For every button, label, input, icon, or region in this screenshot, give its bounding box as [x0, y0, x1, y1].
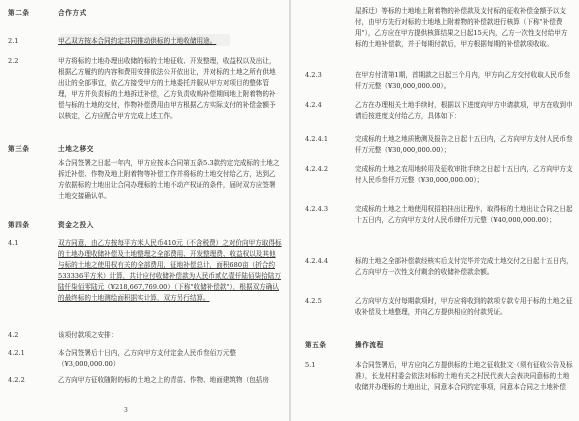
page-number: 3: [124, 407, 128, 414]
clause-4-2-number: 4.2: [8, 331, 19, 339]
clause-2-1-text: 甲乙双方按本合同约定共同推动供标的土地收储用途。: [58, 37, 217, 45]
clause-4-2-5-number: 4.2.5: [305, 297, 322, 305]
clause-4-2-3-number: 4.2.3: [305, 71, 322, 79]
clause-4-2-3-text: 在甲方付清第1期，首期款之日起三个月内，甲方向乙方交付收取人民币叁仟万元整（¥30,000,000.00）。: [355, 71, 571, 90]
clause-4-2-4-2-number: 4.2.4.2: [305, 165, 329, 173]
clause-4-2-4-3-text: 完成标的土地之土地使用权招拍挂出让程序，取得标的土地出让合同之日起十五日内，乙方向甲方支付人民币肆仟万元整（¥40,000,000.00）；: [355, 205, 573, 224]
clause-4-2-text: 该项付款项之安排：: [58, 331, 118, 339]
section-5-number: 第五条: [305, 341, 327, 349]
section-4-number: 第四条: [8, 221, 30, 229]
clause-4-1-text: 双方同意，由乙方按每平方米人民币410元（不含税费）之对价向甲方取得标的土地办理收储补偿及土地整理之全部费用、开发整理费、收益权以及其他与标的土地之使用权有关的全部费用，征地补偿总计，面积680亩（折合约 533336平方米）计算，共计应付收储补偿款为人民币贰亿壹仟陆佰柒拾陆万陆仟柒佰零陆元（¥218,667,769.00）（下称"收储补偿款"），根据双方确认的最终标的土地测绘面积据实计算，双方另行结算。: [58, 239, 282, 302]
section-2-title: 合作方式: [58, 9, 87, 17]
clause-2-2-text: 甲方将标的土地办理出收储的标的土地征收、开发整理，收益权以及出让，根据乙方履约的内容和费用安排依法公开依出让，并对标的土地之所有供地出让的全部事宜，依乙方接受甲方的土地委托并服从甲方对项目的整体管理，甲方并负责标的土地拆迁补偿，乙方负责收购补偿期间地上附着物的补偿与标的土地的交付，作物补偿费用由甲方根据乙方实际支付的补偿金额予以核定，乙方应配合甲方完成上述工作。: [58, 57, 276, 120]
left-document-page: [0, 0, 289, 421]
clause-4-2-4-2-text: 完成标的土地之农用地转用及征收审批手续之日起十五日内，乙方向甲方支付人民币叁仟万元整（¥30,000,000.00）；: [355, 165, 573, 184]
clause-4-2-4-number: 4.2.4: [305, 101, 322, 109]
clause-4-2-1-number: 4.2.1: [8, 349, 25, 357]
clause-4-1-number: 4.1: [8, 239, 19, 247]
clause-4-2-4-intro: 乙方在办理相关土地手续时，根据以下进度向甲方申请款项，甲方在收到申请后按进度支付给乙方，具体如下：: [355, 101, 573, 120]
clause-4-2-2-continuation: 屋拆迁）等标的土地地上附着物的补偿款及支付标的征收补偿金额予以支付，由甲方先行对标的土地地上附着物的补偿款进行核算（下称"补偿费用"），乙方应在甲方提供核算结果之日起15天内，乙方一次性支付给甲方标的土地补偿款，并于每期付款后，甲方根据每期的补偿款项收取。: [355, 7, 568, 48]
clause-4-2-1-text: 本合同签署后十日内，乙方向甲方支付定金人民币叁佰万元整（¥3,000,000.00）: [58, 349, 237, 368]
clause-4-2-5-text: 乙方向甲方支付每期款项时，甲方应将收到的款项专款专用于标的土地之征收补偿及土地整理，并向乙方提供相应的付款凭证。: [355, 297, 573, 316]
clause-5-1-number: 5.1: [305, 361, 316, 369]
section-3-text: 本合同签署之日起一年内，甲方应按本合同第五条5.3款约定完成标的土地之拆迁补偿、作物及地上附着物等补偿工作并将标的土地交付给乙方，达到乙方依据标的土地出让合同办理标的土地不动产权证的条件，届时双方应签署土地交接确认单。: [58, 159, 280, 200]
clause-4-2-4-4-text: 标的土地之全部补偿款经核实后支付完毕并完成土地交付之日起十五日内，乙方向甲方一次性支付剩余的收储补偿款余额。: [355, 257, 573, 276]
clause-4-2-4-4-number: 4.2.4.4: [305, 257, 329, 265]
clause-2-2-number: 2.2: [8, 57, 19, 65]
section-4-title: 资金之投入: [58, 221, 94, 229]
clause-4-2-2-text: 乙方向甲方征收随附的标的土地之上的青苗、作物、地面建筑物（包括房: [58, 376, 269, 384]
right-document-page: [291, 0, 579, 421]
section-5-title: 操作流程: [355, 341, 384, 349]
clause-2-1-number: 2.1: [8, 37, 19, 45]
section-3-number: 第三条: [8, 145, 30, 153]
clause-4-2-4-1-number: 4.2.4.1: [305, 135, 329, 143]
clause-5-1-text: 本合同签署后，甲方应向乙方提供标的土地之征收批文（须有征收公告及标准），长龙村村委会依法对标的土地有关之村民代表大会表决同意标的土地收储并办理标的土地出让，同意本合同约定事项，同意本合同之土地补偿: [355, 361, 573, 391]
clause-4-2-4-1-text: 完成标的土地之地质勘测及报告之日起十五日内，乙方向甲方支付人民币叁仟万元整（¥30,000,000.00）；: [355, 135, 573, 154]
clause-4-2-4-3-number: 4.2.4.3: [305, 205, 329, 213]
section-2-number: 第二条: [8, 9, 30, 17]
clause-4-2-2-number: 4.2.2: [8, 376, 25, 384]
section-3-title: 土地之移交: [58, 145, 94, 153]
